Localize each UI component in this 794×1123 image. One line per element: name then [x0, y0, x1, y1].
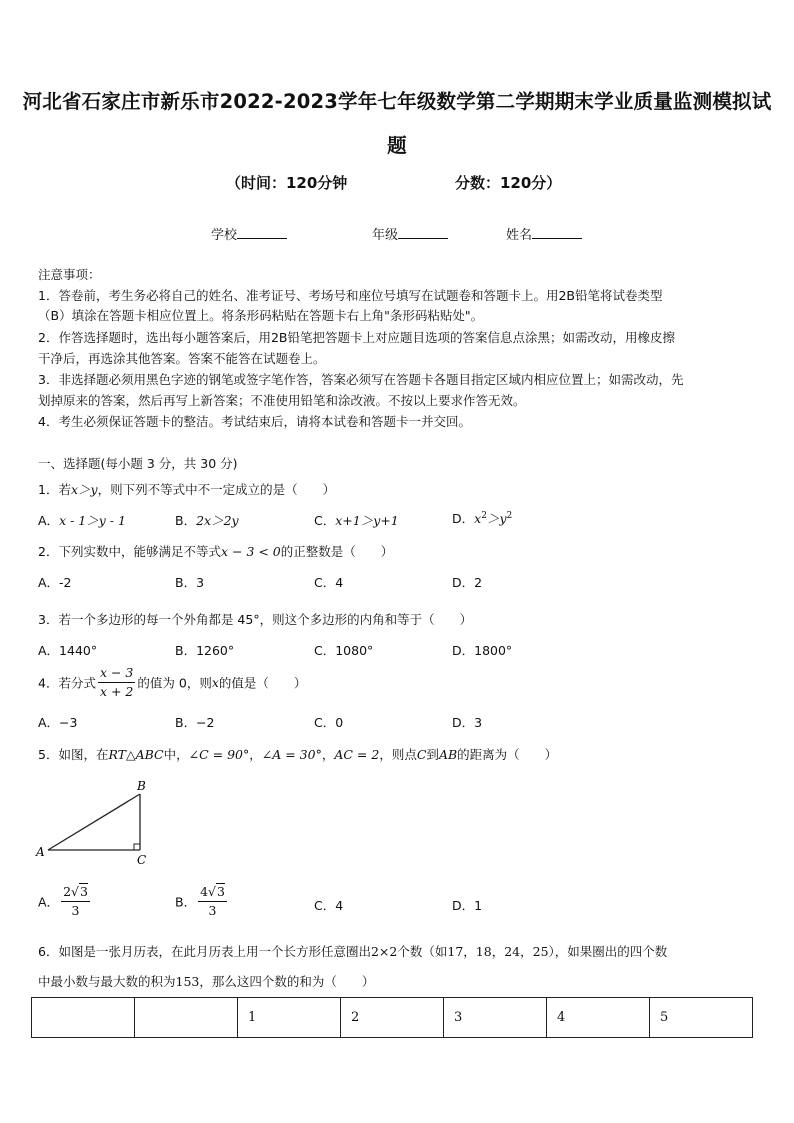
- name-field[interactable]: [506, 224, 582, 243]
- grade-blank[interactable]: [398, 226, 448, 239]
- q4-option-b[interactable]: B．−2: [175, 715, 215, 730]
- q5-option-a-fraction: $\frac{2√3}{3}$: [63, 884, 88, 918]
- q5-triangle: RT△ABC: [108, 747, 164, 762]
- notes-heading: 注意事项：: [38, 267, 101, 282]
- exam-score: 分数：120分）: [455, 174, 562, 192]
- exam-time: （时间：120分钟: [226, 174, 348, 192]
- note-line: 划掉原来的答案，然后再写上新答案；不准使用铅笔和涂改液。不按以上要求作答无效。: [38, 393, 526, 408]
- q1-option-d-exp1: 2: [481, 510, 487, 521]
- q4-option-a[interactable]: A．−3: [38, 715, 78, 730]
- q4-option-d[interactable]: D．3: [452, 715, 483, 730]
- q1-option-c-label: C．: [314, 513, 336, 528]
- q6-number: 24: [504, 944, 521, 959]
- q5-sep2: ，: [321, 747, 335, 762]
- q3-option-c[interactable]: C．1080°: [314, 643, 374, 658]
- q5-option-b-coef: 4: [200, 884, 209, 899]
- note-line: 3．非选择题必须用黑色字迹的钢笔或签字笔作答，答案必须写在答题卡各题目指定区域内相应位置上；如需改动，先: [38, 372, 684, 387]
- page-title-line2: 题: [387, 134, 407, 157]
- q6-number: 17: [447, 944, 464, 959]
- vertex-b-label: B: [137, 779, 146, 793]
- school-blank[interactable]: [237, 226, 287, 239]
- q6-number: 25: [532, 944, 549, 959]
- vertex-c-label: C: [137, 853, 147, 867]
- q4-prefix: 4．若分式: [38, 675, 96, 691]
- question-5: [38, 745, 557, 763]
- q4-denominator: x + 2: [99, 684, 134, 699]
- q1-option-d-mid: ＞y: [486, 511, 507, 526]
- table-row: [32, 998, 753, 1038]
- note-line: 干净后，再选涂其他答案。答案不能答在试题卷上。: [38, 351, 326, 366]
- q1-suffix: ，则下列不等式中不一定成立的是（ ）: [97, 482, 336, 497]
- vertex-a-label: A: [36, 845, 45, 859]
- q6-text1: 个数（如: [397, 944, 448, 959]
- q2-inequality: x − 3 < 0: [220, 544, 281, 559]
- q5-sep1: ，: [249, 747, 262, 762]
- q5-option-b-fraction: $\frac{4√3}{3}$: [200, 884, 225, 918]
- name-label: 姓名: [506, 228, 533, 243]
- q1-option-c[interactable]: [314, 511, 399, 529]
- q1-option-d-label: D．: [452, 511, 475, 526]
- q3-option-d[interactable]: D．1800°: [452, 643, 513, 658]
- question-2: [38, 542, 393, 560]
- q2-suffix: 的正整数是（ ）: [280, 544, 394, 559]
- q2-option-a[interactable]: A．-2: [38, 575, 72, 590]
- q5-option-c[interactable]: C．4: [314, 898, 344, 913]
- question-6-line1: [38, 942, 667, 960]
- question-3: 3．若一个多边形的每一个外角都是 45°，则这个多边形的内角和等于（ ）: [38, 612, 473, 627]
- q2-option-c[interactable]: C．4: [314, 575, 344, 590]
- side-ab: [48, 794, 140, 850]
- calendar-table: [31, 997, 753, 1038]
- grade-label: 年级: [372, 228, 399, 243]
- q6-comma: ，: [520, 944, 533, 959]
- q4-variable: x: [211, 675, 219, 690]
- q1-option-c-text: x+1＞y+1: [335, 513, 399, 528]
- q6-number: 18: [475, 944, 492, 959]
- calendar-cell: 5: [650, 998, 753, 1038]
- q4-suffix: 的值是（ ）: [218, 675, 307, 691]
- calendar-cell: 2: [341, 998, 444, 1038]
- q5-prefix: 5．如图，在: [38, 747, 109, 762]
- question-1: [38, 480, 335, 498]
- q5-point-c: C: [416, 747, 427, 762]
- q5-option-b-radicand: 3: [217, 884, 225, 899]
- q5-option-b-den: 3: [208, 903, 217, 918]
- q4-numerator: x − 3: [98, 664, 135, 683]
- q5-text2: ，则点: [379, 747, 417, 762]
- q6-suffix: ，那么这四个数的和为（ ）: [199, 974, 375, 989]
- note-line: 4．考生必须保证答题卡的整洁。考试结束后，请将本试卷和答题卡一并交回。: [38, 414, 471, 429]
- grade-field[interactable]: [372, 224, 448, 243]
- q2-option-b[interactable]: B．3: [175, 575, 205, 590]
- q5-text1: 中，: [163, 747, 189, 762]
- q1-option-a[interactable]: [38, 511, 126, 529]
- note-line: 2．作答选择题时，选出每小题答案后，用2B铅笔把答题卡上对应题目选项的答案信息点涂黑；如需改动，用橡皮擦: [38, 330, 675, 345]
- section-heading: 一、选择题(每小题 3 分，共 30 分): [38, 456, 238, 471]
- q1-option-d-exp2: 2: [506, 510, 513, 521]
- q1-prefix: 1．若: [38, 482, 71, 497]
- q6-text3: 中最小数与最大数的积为: [38, 974, 176, 989]
- page-title-line1: 河北省石家庄市新乐市2022-2023学年七年级数学第二学期期末学业质量监测模拟试: [22, 90, 772, 113]
- q5-option-b-label: B．: [175, 894, 197, 910]
- q4-fraction: [98, 664, 135, 701]
- q5-option-a[interactable]: [38, 883, 92, 920]
- note-line: 1．答卷前，考生务必将自己的姓名、准考证号、考场号和座位号填写在试题卷和答题卡上。用2B铅笔将试卷类型: [38, 288, 663, 303]
- q2-prefix: 2．下列实数中，能够满足不等式: [38, 544, 221, 559]
- q3-option-a[interactable]: A．1440°: [38, 643, 98, 658]
- q1-option-d[interactable]: [452, 509, 512, 527]
- calendar-cell: 4: [547, 998, 650, 1038]
- q4-middle: 的值为 0，则: [137, 675, 212, 691]
- q6-text2: ），如果圈出的四个数: [548, 944, 668, 959]
- school-label: 学校: [211, 228, 238, 243]
- note-line: （B）填涂在答题卡相应位置上。将条形码粘贴在答题卡右上角"条形码粘贴处"。: [38, 308, 484, 323]
- q5-option-a-coef: 2: [63, 884, 72, 899]
- q6-comma: ，: [463, 944, 476, 959]
- q5-option-a-den: 3: [71, 903, 80, 918]
- q5-option-a-label: A．: [38, 894, 60, 910]
- question-6-line2: [38, 972, 374, 990]
- q6-comma: ，: [491, 944, 505, 959]
- q5-angle-c: ∠C = 90°: [188, 747, 250, 762]
- q1-option-b[interactable]: [175, 511, 239, 529]
- q6-dims: 2×2: [370, 944, 398, 959]
- q1-option-b-label: B．: [175, 513, 197, 528]
- calendar-cell: 1: [238, 998, 341, 1038]
- q6-prefix: 6．如图是一张月历表，在此月历表上用一个长方形任意圈出: [38, 944, 371, 959]
- q5-suffix: 的距离为（ ）: [457, 747, 558, 762]
- q5-option-d[interactable]: D．1: [452, 898, 483, 913]
- triangle-figure: [30, 775, 160, 870]
- calendar-cell: [135, 998, 238, 1038]
- right-angle-mark: [134, 844, 140, 850]
- q1-condition: x＞y: [70, 482, 98, 497]
- q5-line-ab: AB: [438, 747, 458, 762]
- q5-option-a-radicand: 3: [79, 884, 88, 899]
- q1-option-a-label: A．: [38, 513, 60, 528]
- q1-option-d-base: x: [474, 511, 482, 526]
- q5-text3: 到: [426, 747, 439, 762]
- name-blank[interactable]: [532, 226, 582, 239]
- q6-product: 153: [175, 974, 200, 989]
- q5-option-b[interactable]: [175, 883, 229, 920]
- calendar-cell: 3: [444, 998, 547, 1038]
- question-4: [38, 664, 306, 701]
- q1-option-b-text: 2x＞2y: [196, 513, 239, 528]
- calendar-cell: [32, 998, 135, 1038]
- q2-option-d[interactable]: D．2: [452, 575, 483, 590]
- q5-side-ac: AC = 2: [334, 747, 380, 762]
- q4-option-c[interactable]: C．0: [314, 715, 344, 730]
- q3-option-b[interactable]: B．1260°: [175, 643, 235, 658]
- q1-option-a-text: x - 1＞y - 1: [59, 513, 126, 528]
- q5-angle-a: ∠A = 30°: [261, 747, 322, 762]
- school-field[interactable]: [211, 224, 287, 243]
